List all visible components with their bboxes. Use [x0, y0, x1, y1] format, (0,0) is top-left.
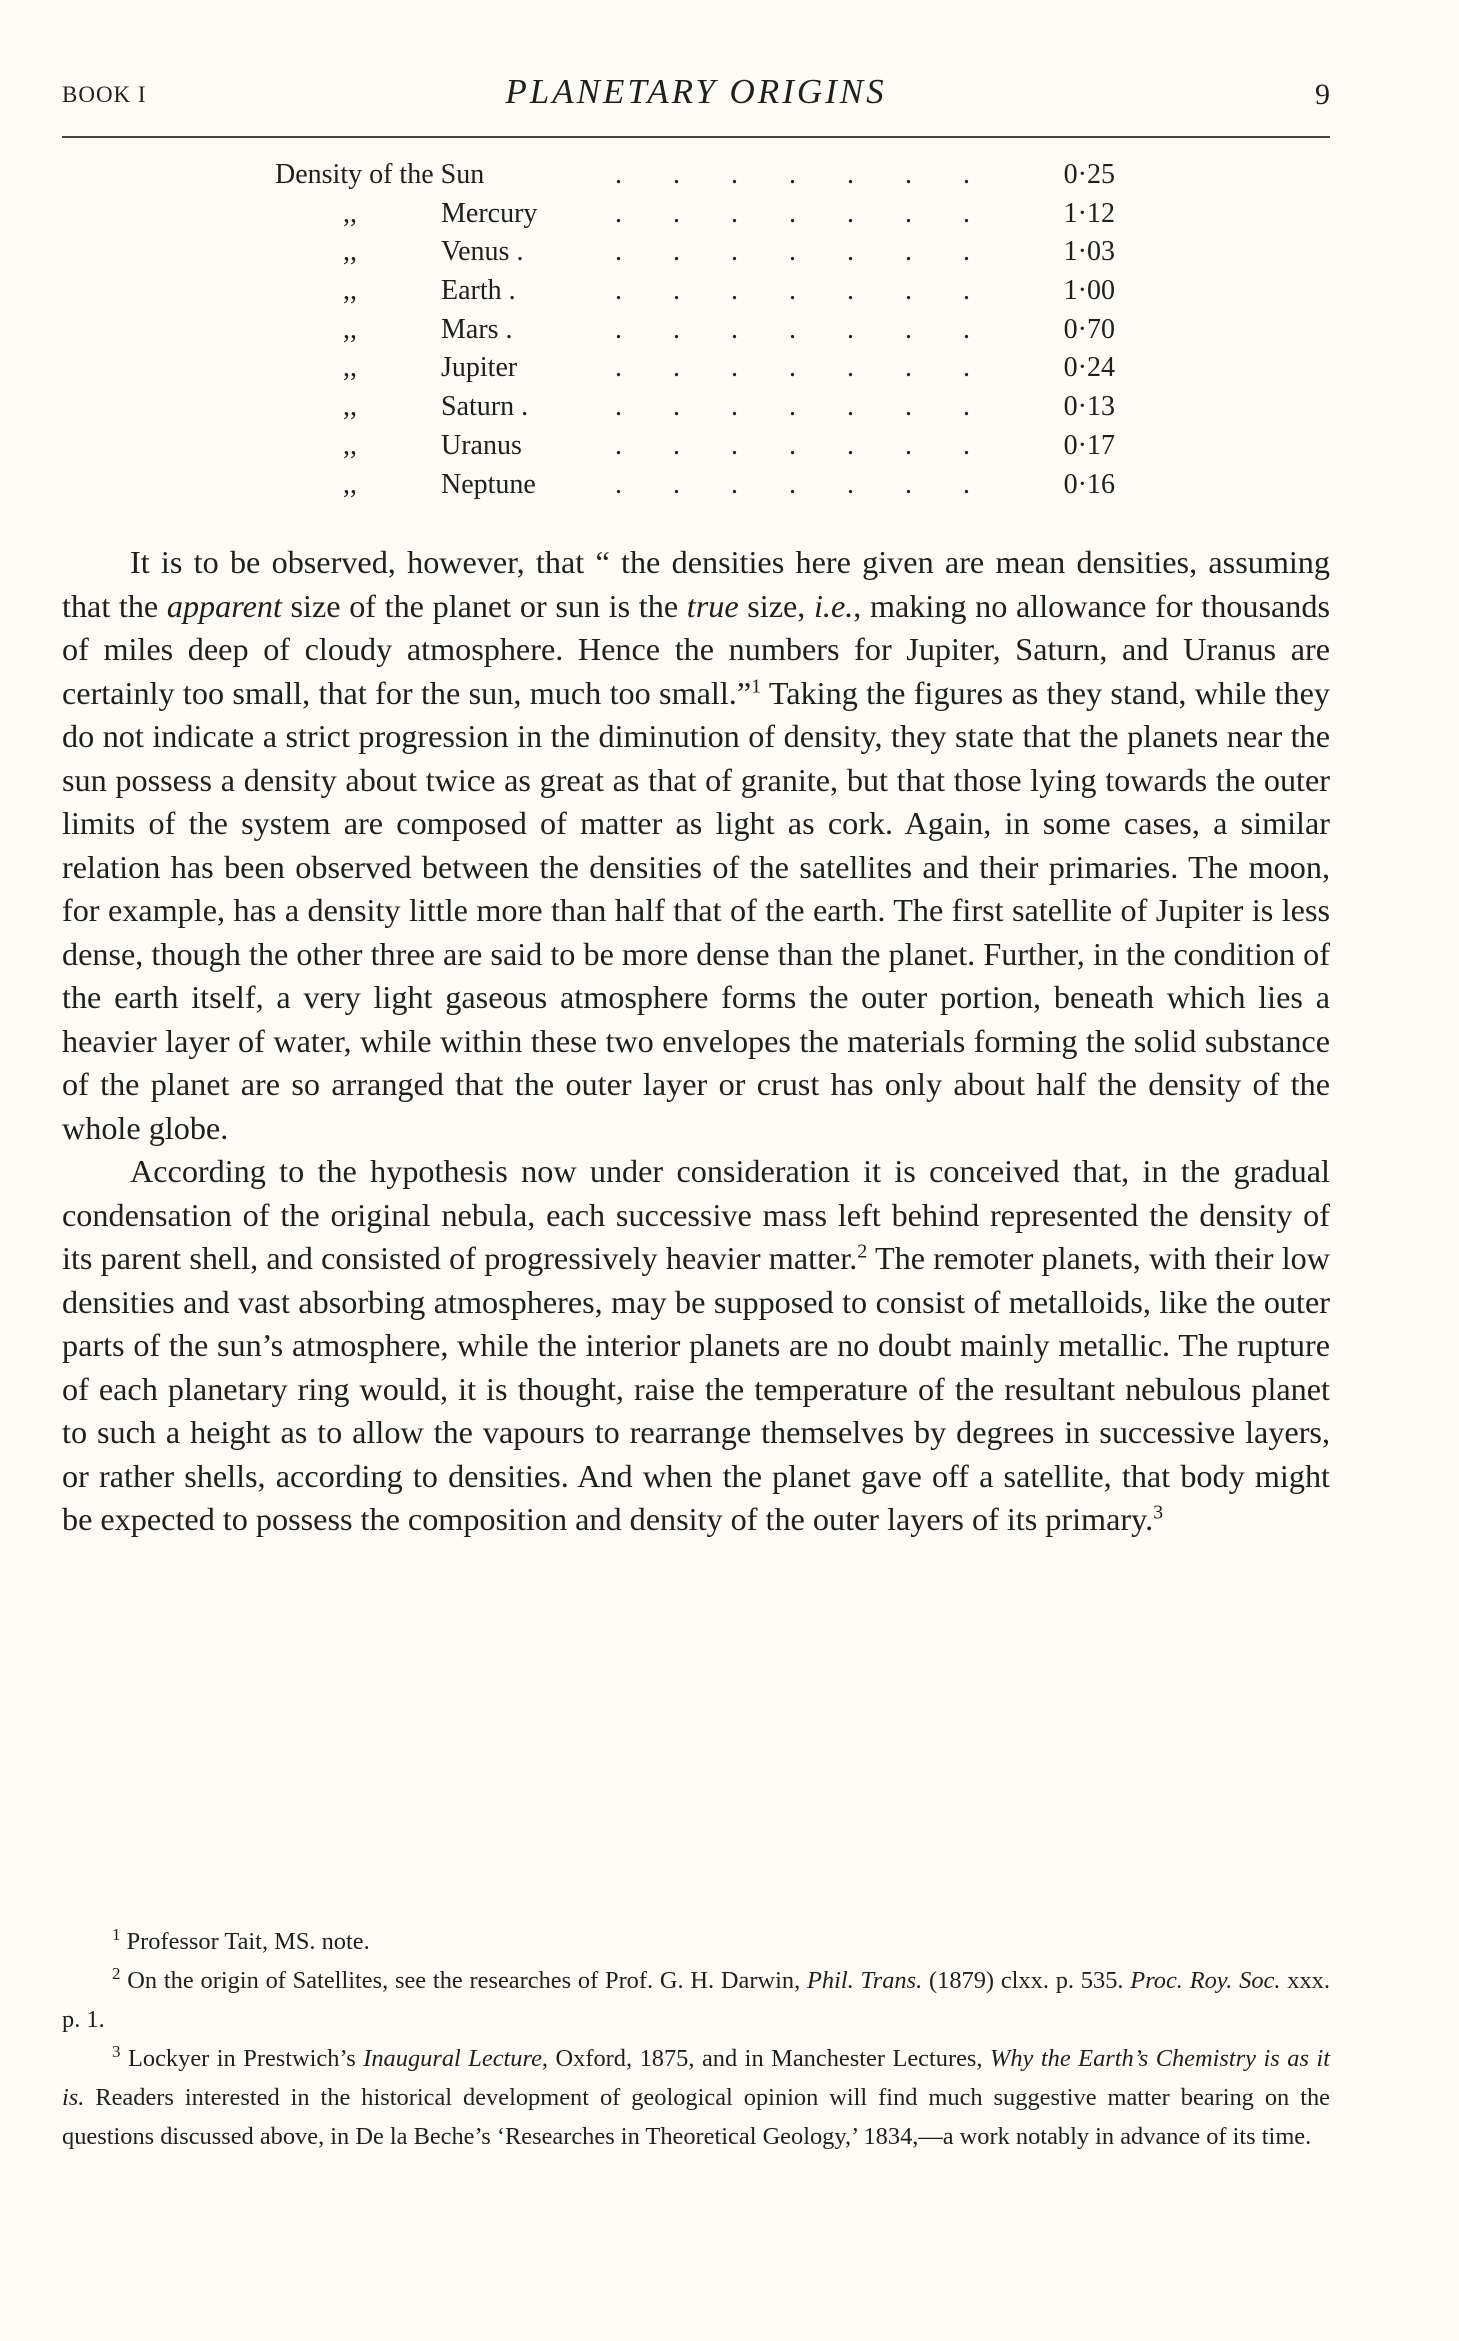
row-value: 1·12	[1063, 197, 1115, 229]
body-text	[62, 541, 1330, 1542]
ditto-mark: ,,	[343, 197, 357, 229]
leader-dots: . . . . . . .	[615, 352, 992, 384]
footnote-mark: 3	[112, 2041, 121, 2061]
footnote: $^2$ On the origin of Satellites, see the researches of Prof. G. H. Darwin, Phil. Trans. (1879) clxx. p. 535. Proc. Roy. Soc. xxx. p. 1.	[62, 1963, 1330, 2033]
table-row	[275, 349, 1115, 388]
row-label: Saturn .	[441, 391, 529, 423]
table-row	[275, 195, 1115, 234]
ditto-mark: ,,	[343, 236, 357, 268]
leader-dots: . . . . . . .	[615, 429, 992, 461]
row-label: Jupiter	[441, 352, 518, 384]
row-label: Mars .	[441, 313, 513, 345]
paragraph: It is to be observed, however, that “ the densities here given are mean densities, assuming that the apparent size of the planet or sun is the true size, i.e., making no allowance for thousands of miles deep of cloudy atmosphere. Hence the numbers for Jupiter, Saturn, and Uranus are certainly too small, that for the sun, much too small.”$^1$ Taking the figures as they stand, while they do not indicate a strict progression in the diminution of density, they state that the planets near the sun possess a density about twice as great as that of granite, but that those lying towards the outer limits of the system are composed of matter as light as cork. Again, in some cases, a similar relation has been observed between the densities of the satellites and their primaries. The moon, for example, has a density little more than half that of the earth. The first satellite of Jupiter is less dense, though the other three are said to be more dense than the planet. Further, in the condition of the earth itself, a very light gaseous atmosphere forms the outer portion, beneath which lies a heavier layer of water, while within these two envelopes the materials forming the solid substance of the planet are so arranged that the outer layer or crust has only about half the density of the whole globe.	[62, 544, 1330, 1146]
page-number: 9	[1315, 78, 1330, 111]
row-value: 1·00	[1063, 275, 1115, 307]
footnote-mark: 2	[112, 1963, 121, 1983]
leader-dots: . . . . . . .	[615, 197, 992, 229]
emphasis: i.e.	[813, 587, 854, 624]
row-label: Neptune	[441, 468, 536, 500]
row-label: Earth .	[441, 275, 516, 307]
row-value: 0·70	[1063, 313, 1115, 345]
footnotes	[62, 1922, 1330, 2156]
table-row	[275, 311, 1115, 350]
leader-dots: . . . . . . .	[615, 391, 992, 423]
table-row	[275, 388, 1115, 427]
emphasis: Phil. Trans.	[806, 1967, 923, 1994]
leader-dots: . . . . . . .	[615, 313, 992, 345]
footnote: $^3$ Lockyer in Prestwich’s Inaugural Lecture, Oxford, 1875, and in Manchester Lectures, Why the Earth’s Chemistry is as it is. Readers interested in the historical development of geological opinion will find much suggestive matter bearing on the questions discussed above, in De la Beche’s ‘Researches in Theoretical Geology,’ 1834,—a work notably in advance of its time.	[62, 2041, 1331, 2150]
footnote-ref: 2	[857, 1240, 868, 1263]
running-title: PLANETARY ORIGINS	[505, 72, 887, 111]
density-table	[275, 156, 1115, 504]
row-label: Uranus	[441, 429, 522, 461]
row-label: Density of the Sun	[275, 159, 485, 190]
ditto-mark: ,,	[343, 391, 357, 423]
footnote-ref: 1	[751, 674, 762, 697]
leader-dots: . . . . . . .	[615, 159, 992, 190]
page-header	[62, 72, 1330, 128]
footnote-ref: 3	[1153, 1501, 1164, 1524]
leader-dots: . . . . . . .	[615, 468, 992, 500]
row-value: 0·16	[1063, 468, 1115, 500]
emphasis: apparent	[166, 587, 282, 624]
ditto-mark: ,,	[343, 352, 357, 384]
row-label: Mercury	[441, 197, 538, 229]
leader-dots: . . . . . . .	[615, 236, 992, 268]
footnote-mark: 1	[112, 1924, 121, 1944]
ditto-mark: ,,	[343, 468, 357, 500]
footnote: $^1$ Professor Tait, MS. note.	[112, 1924, 370, 1955]
table-row	[275, 272, 1115, 311]
table-row	[275, 466, 1115, 505]
header-rule	[62, 136, 1330, 138]
paragraph: According to the hypothesis now under consideration it is conceived that, in the gradual condensation of the original nebula, each successive mass left behind represented the density of its parent shell, and consisted of progressively heavier matter.$^2$ The remoter planets, with their low densities and vast absorbing atmospheres, may be supposed to consist of metalloids, like the outer parts of the sun’s atmosphere, while the interior planets are no doubt mainly metallic. The rupture of each planetary ring would, it is thought, raise the temperature of the resultant nebulous planet to such a height as to allow the vapours to rearrange themselves by degrees in successive layers, or rather shells, according to densities. And when the planet gave off a satellite, that body might be expected to possess the composition and density of the outer layers of its primary.$^3$	[62, 1153, 1330, 1537]
row-value: 0·24	[1063, 352, 1115, 384]
ditto-mark: ,,	[343, 429, 357, 461]
table-row	[275, 233, 1115, 272]
emphasis: true	[686, 587, 739, 624]
emphasis: Why the Earth’s Chemistry is as it is.	[62, 2045, 1331, 2111]
row-value: 0·17	[1063, 429, 1115, 461]
row-value: 1·03	[1063, 236, 1115, 268]
leader-dots: . . . . . . .	[615, 275, 992, 307]
row-label: Venus .	[441, 236, 524, 268]
row-value: 0·25	[1063, 159, 1115, 190]
emphasis: Proc. Roy. Soc.	[1130, 1967, 1281, 1994]
ditto-mark: ,,	[343, 275, 357, 307]
emphasis: Inaugural Lecture,	[363, 2045, 549, 2072]
ditto-mark: ,,	[343, 313, 357, 345]
table-row	[275, 427, 1115, 466]
table-row	[275, 156, 1115, 195]
book-label: BOOK I	[62, 82, 147, 107]
row-value: 0·13	[1063, 391, 1115, 423]
